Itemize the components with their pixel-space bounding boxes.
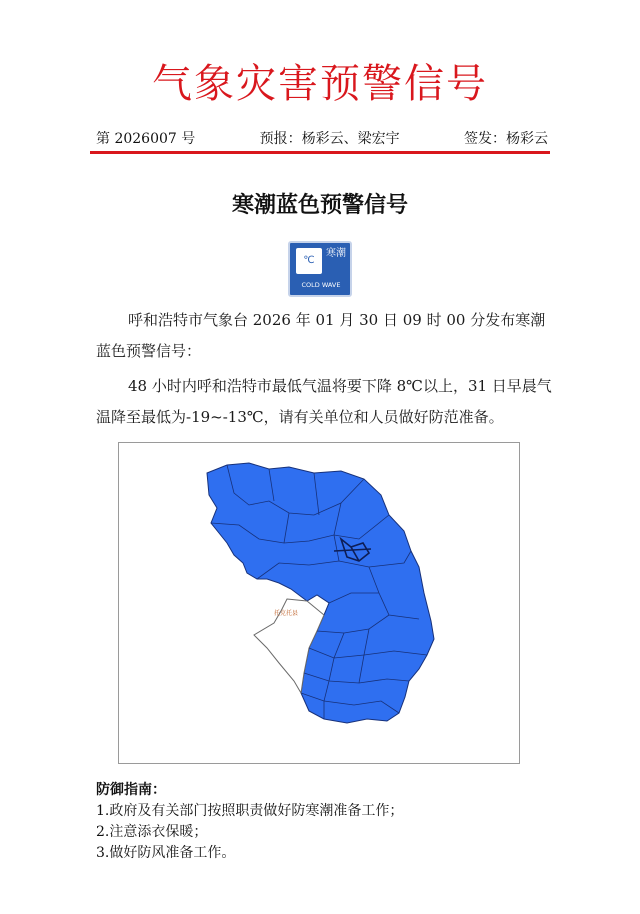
meta-row (96, 128, 548, 148)
thermometer-down-icon (296, 248, 322, 274)
defense-guide (96, 780, 556, 864)
icon-symbol: ℃ (303, 255, 315, 266)
county-label: 托克托县 (274, 610, 299, 617)
warning-map-svg (119, 443, 519, 763)
document-number: 第 2026007 号 (96, 131, 196, 147)
warning-area (207, 463, 434, 723)
icon-label-cn: 寒潮 (326, 248, 346, 259)
guide-heading: 防御指南： (96, 782, 166, 798)
document-header: 气象灾害预警信号 (152, 61, 488, 107)
forecaster: 预报：杨彩云、梁宏宇 (259, 131, 400, 147)
guide-item: 2.注意添衣保暖； (96, 824, 208, 840)
warning-title: 寒潮蓝色预警信号 (231, 192, 408, 218)
forecast-paragraph: 48 小时内呼和浩特市最低气温将要下降 8℃以上，31 日早晨气温降至最低为-19~-13℃，请有关单位和人员做好防范准备。 (96, 377, 552, 426)
header-divider (90, 151, 550, 154)
issuer: 签发：杨彩云 (463, 131, 548, 147)
icon-label-en: COLD WAVE (301, 281, 341, 289)
cold-wave-blue-icon (288, 241, 352, 297)
issue-paragraph: 呼和浩特市气象台 2026 年 01 月 30 日 09 时 00 分发布寒潮蓝色预警信号： (96, 311, 546, 360)
warning-map (118, 442, 520, 764)
guide-item: 1.政府及有关部门按照职责做好防寒潮准备工作； (96, 803, 404, 819)
guide-item: 3.做好防风准备工作。 (96, 845, 236, 861)
